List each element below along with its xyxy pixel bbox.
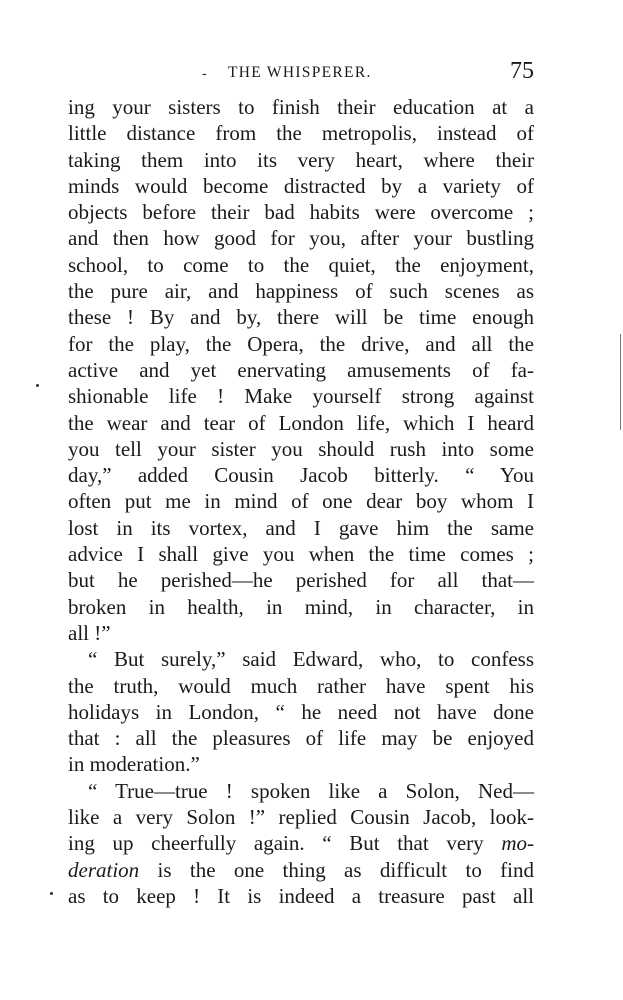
text-line: school, to come to the quiet, the enjoyment, (68, 252, 534, 277)
text-line-segment: is the one thing as difficult to find (157, 857, 534, 882)
text-line: shionable life ! Make yourself strong against (68, 384, 534, 409)
running-head (68, 58, 534, 88)
text-line: holidays in London, “ he need not have done (68, 699, 534, 724)
text-line: for the play, the Opera, the drive, and all the (68, 331, 534, 356)
text-line: often put me in mind of one dear boy whom I (68, 489, 534, 514)
text-line: advice I shall give you when the time comes ; (68, 542, 534, 567)
text-line: the wear and tear of London life, which I heard (68, 410, 534, 435)
text-line: minds would become distracted by a variety of (68, 173, 534, 198)
text-line: little distance from the metropolis, instead of (68, 121, 534, 146)
text-line: like a very Solon !” replied Cousin Jacob, look- (68, 805, 534, 830)
text-line: active and yet enervating amusements of fa- (68, 357, 534, 382)
italic-word: deration (68, 857, 140, 882)
text-line: broken in health, in mind, in character, in (68, 594, 534, 619)
text-line: “ True—true ! spoken like a Solon, Ned— (88, 778, 534, 803)
running-title: THE WHISPERER. (228, 64, 372, 81)
text-line-segment: ing up cheerfully again. “ But that very (68, 831, 484, 856)
text-line: as to keep ! It is indeed a treasure past all (68, 883, 534, 908)
text-line: ing your sisters to finish their education at a (68, 95, 534, 119)
margin-speck (50, 892, 53, 895)
text-line: the truth, would much rather have spent his (68, 673, 534, 698)
text-line: but he perished—he perished for all that— (68, 568, 534, 593)
text-line: objects before their bad habits were overcome ; (68, 200, 534, 225)
header-dash: - (202, 66, 207, 82)
text-line: taking them into its very heart, where their (68, 147, 534, 172)
text-line (68, 857, 534, 883)
text-line: these ! By and by, there will be time enough (68, 305, 534, 330)
text-line: in moderation.” (68, 752, 200, 777)
text-line: and then how good for you, after your bustling (68, 226, 534, 251)
text-line (68, 830, 534, 856)
italic-word: mo- (501, 831, 534, 856)
margin-speck (36, 384, 39, 387)
text-line: all !” (68, 620, 111, 645)
page-number: 75 (510, 58, 534, 84)
body-text (68, 94, 534, 909)
text-line: lost in its vortex, and I gave him the same (68, 515, 534, 540)
text-line: the pure air, and happiness of such scenes as (68, 279, 534, 304)
text-line: day,” added Cousin Jacob bitterly. “ You (68, 463, 534, 488)
text-line: that : all the pleasures of life may be enjoyed (68, 726, 534, 751)
page-edge-mark (620, 334, 621, 430)
text-line: you tell your sister you should rush into some (68, 436, 534, 461)
text-line: “ But surely,” said Edward, who, to confess (88, 647, 534, 672)
